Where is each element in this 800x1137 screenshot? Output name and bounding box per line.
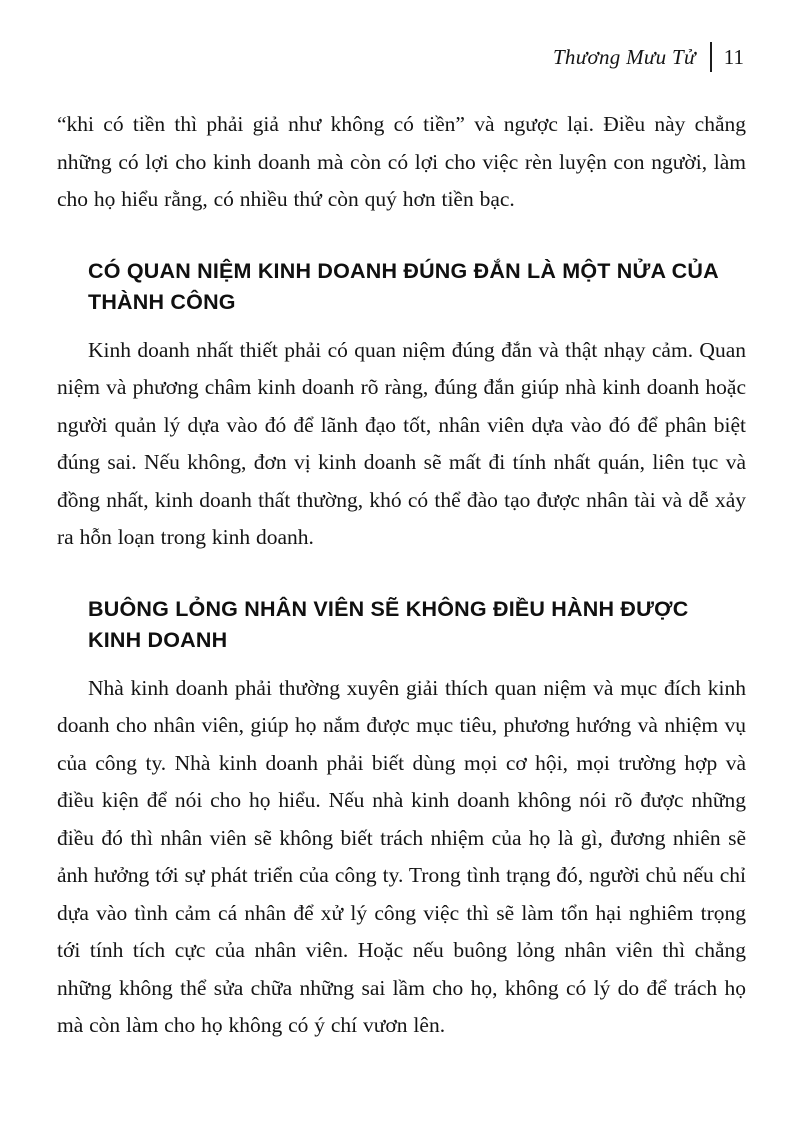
running-header [57, 42, 746, 72]
body-paragraph: Kinh doanh nhất thiết phải có quan niệm đúng đắn và thật nhạy cảm. Quan niệm và phương châm kinh doanh rõ ràng, đúng đắn giúp nhà kinh doanh hoặc người quản lý dựa vào đó để lãnh đạo tốt, nhân viên dựa vào đó để phân biệt đúng sai. Nếu không, đơn vị kinh doanh sẽ mất đi tính nhất quán, liên tục và đồng nhất, kinh doanh thất thường, khó có thể đào tạo được nhân tài và dễ xảy ra hỗn loạn trong kinh doanh. [57, 337, 746, 549]
header-divider [710, 42, 712, 72]
section-heading: CÓ QUAN NIỆM KINH DOANH ĐÚNG ĐẮN LÀ MỘT NỬA CỦA THÀNH CÔNG [88, 258, 719, 314]
page-content [57, 106, 746, 1045]
body-paragraph: “khi có tiền thì phải giả như không có tiền” và ngược lại. Điều này chẳng những có lợi cho kinh doanh mà còn có lợi cho việc rèn luyện con người, làm cho họ hiểu rằng, có nhiều thứ còn quý hơn tiền bạc. [57, 112, 746, 211]
book-title: Thương Mưu Tử [552, 44, 696, 69]
page-number: 11 [723, 44, 744, 69]
section-heading: BUÔNG LỎNG NHÂN VIÊN SẼ KHÔNG ĐIỀU HÀNH ĐƯỢC KINH DOANH [88, 596, 689, 652]
body-paragraph: Nhà kinh doanh phải thường xuyên giải thích quan niệm và mục đích kinh doanh cho nhân viên, giúp họ nắm được mục tiêu, phương hướng và nhiệm vụ của công ty. Nhà kinh doanh phải biết dùng mọi cơ hội, mọi trường hợp và điều kiện để nói cho họ hiểu. Nếu nhà kinh doanh không nói rõ được những điều đó thì nhân viên sẽ không biết trách nhiệm của họ là gì, đương nhiên sẽ ảnh hưởng tới sự phát triển của công ty. Trong tình trạng đó, người chủ nếu chỉ dựa vào tình cảm cá nhân để xử lý công việc thì sẽ làm tổn hại nghiêm trọng tới tính tích cực của nhân viên. Hoặc nếu buông lỏng nhân viên thì chẳng những không thể sửa chữa những sai lầm cho họ, không có lý do để trách họ mà còn làm cho họ không có ý chí vươn lên. [57, 675, 746, 1037]
